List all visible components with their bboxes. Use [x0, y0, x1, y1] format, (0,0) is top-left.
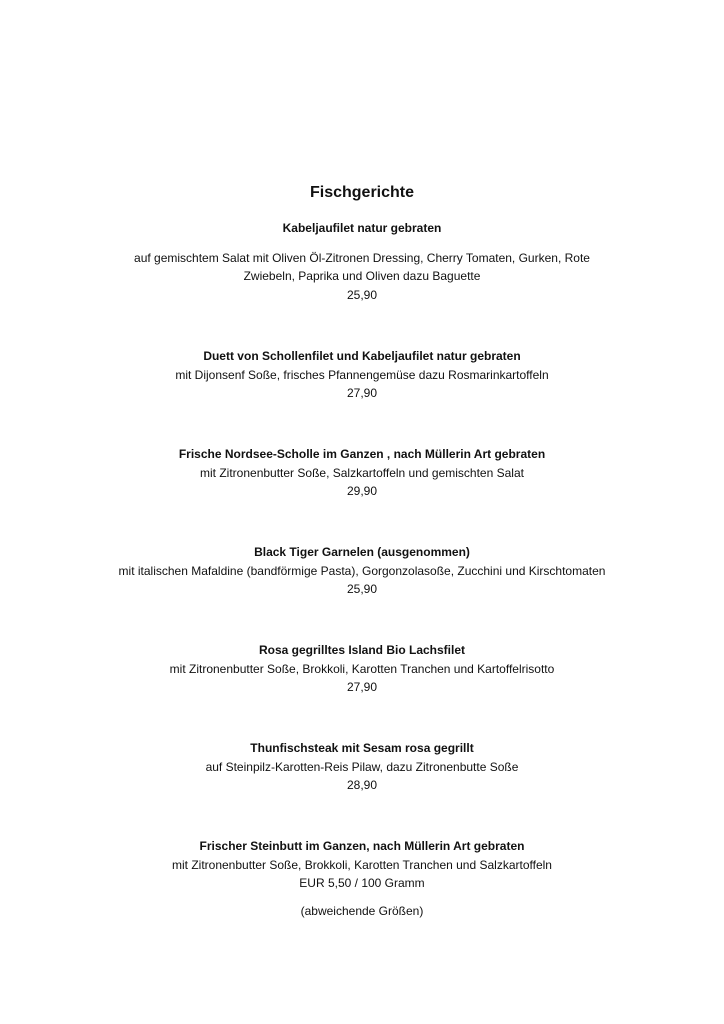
- dish-description: auf Steinpilz-Karotten-Reis Pilaw, dazu Zitronenbutte Soße: [205, 759, 519, 774]
- dish-name: Rosa gegrilltes Island Bio Lachsfilet: [258, 643, 466, 657]
- dish-name: Frischer Steinbutt im Ganzen, nach Müllerin Art gebraten: [199, 839, 525, 853]
- menu-item: [0, 445, 724, 501]
- menu-item: [0, 219, 724, 305]
- dish-price: 27,90: [346, 386, 378, 401]
- dish-price: 25,90: [346, 582, 378, 597]
- dish-name: Thunfischsteak mit Sesam rosa gegrillt: [250, 741, 474, 755]
- dish-price: 25,90: [346, 288, 378, 303]
- dish-price: EUR 5,50 / 100 Gramm: [299, 876, 425, 891]
- dish-description: Zwiebeln, Paprika und Oliven dazu Baguette: [243, 269, 481, 284]
- dish-name: Kabeljaufilet natur gebraten: [282, 221, 442, 235]
- dish-description: mit Dijonsenf Soße, frisches Pfannengemüse dazu Rosmarinkartoffeln: [175, 367, 549, 382]
- dish-description: mit Zitronenbutter Soße, Brokkoli, Karotten Tranchen und Salzkartoffeln: [172, 857, 552, 872]
- dish-price: 29,90: [346, 484, 378, 499]
- size-note: (abweichende Größen): [300, 904, 424, 918]
- page-title: Fischgerichte: [309, 184, 415, 201]
- menu-item: [0, 641, 724, 697]
- dish-name: Frische Nordsee-Scholle im Ganzen , nach Müllerin Art gebraten: [178, 447, 546, 461]
- dish-price: 27,90: [346, 680, 378, 695]
- menu-item: [0, 543, 724, 599]
- dish-name: Black Tiger Garnelen (ausgenommen): [254, 545, 470, 559]
- menu-item: [0, 347, 724, 403]
- menu-item: [0, 837, 724, 893]
- dish-description: auf gemischtem Salat mit Oliven Öl-Zitronen Dressing, Cherry Tomaten, Gurken, Rote: [134, 250, 590, 265]
- dish-description: mit Zitronenbutter Soße, Salzkartoffeln und gemischten Salat: [200, 465, 524, 480]
- dish-price: 28,90: [346, 778, 378, 793]
- dish-description: mit italischen Mafaldine (bandförmige Pasta), Gorgonzolasoße, Zucchini und Kirschtomaten: [118, 563, 606, 578]
- dish-description: mit Zitronenbutter Soße, Brokkoli, Karotten Tranchen und Kartoffelrisotto: [169, 661, 555, 676]
- dish-name: Duett von Schollenfilet und Kabeljaufilet natur gebraten: [203, 349, 521, 363]
- menu-item: [0, 739, 724, 795]
